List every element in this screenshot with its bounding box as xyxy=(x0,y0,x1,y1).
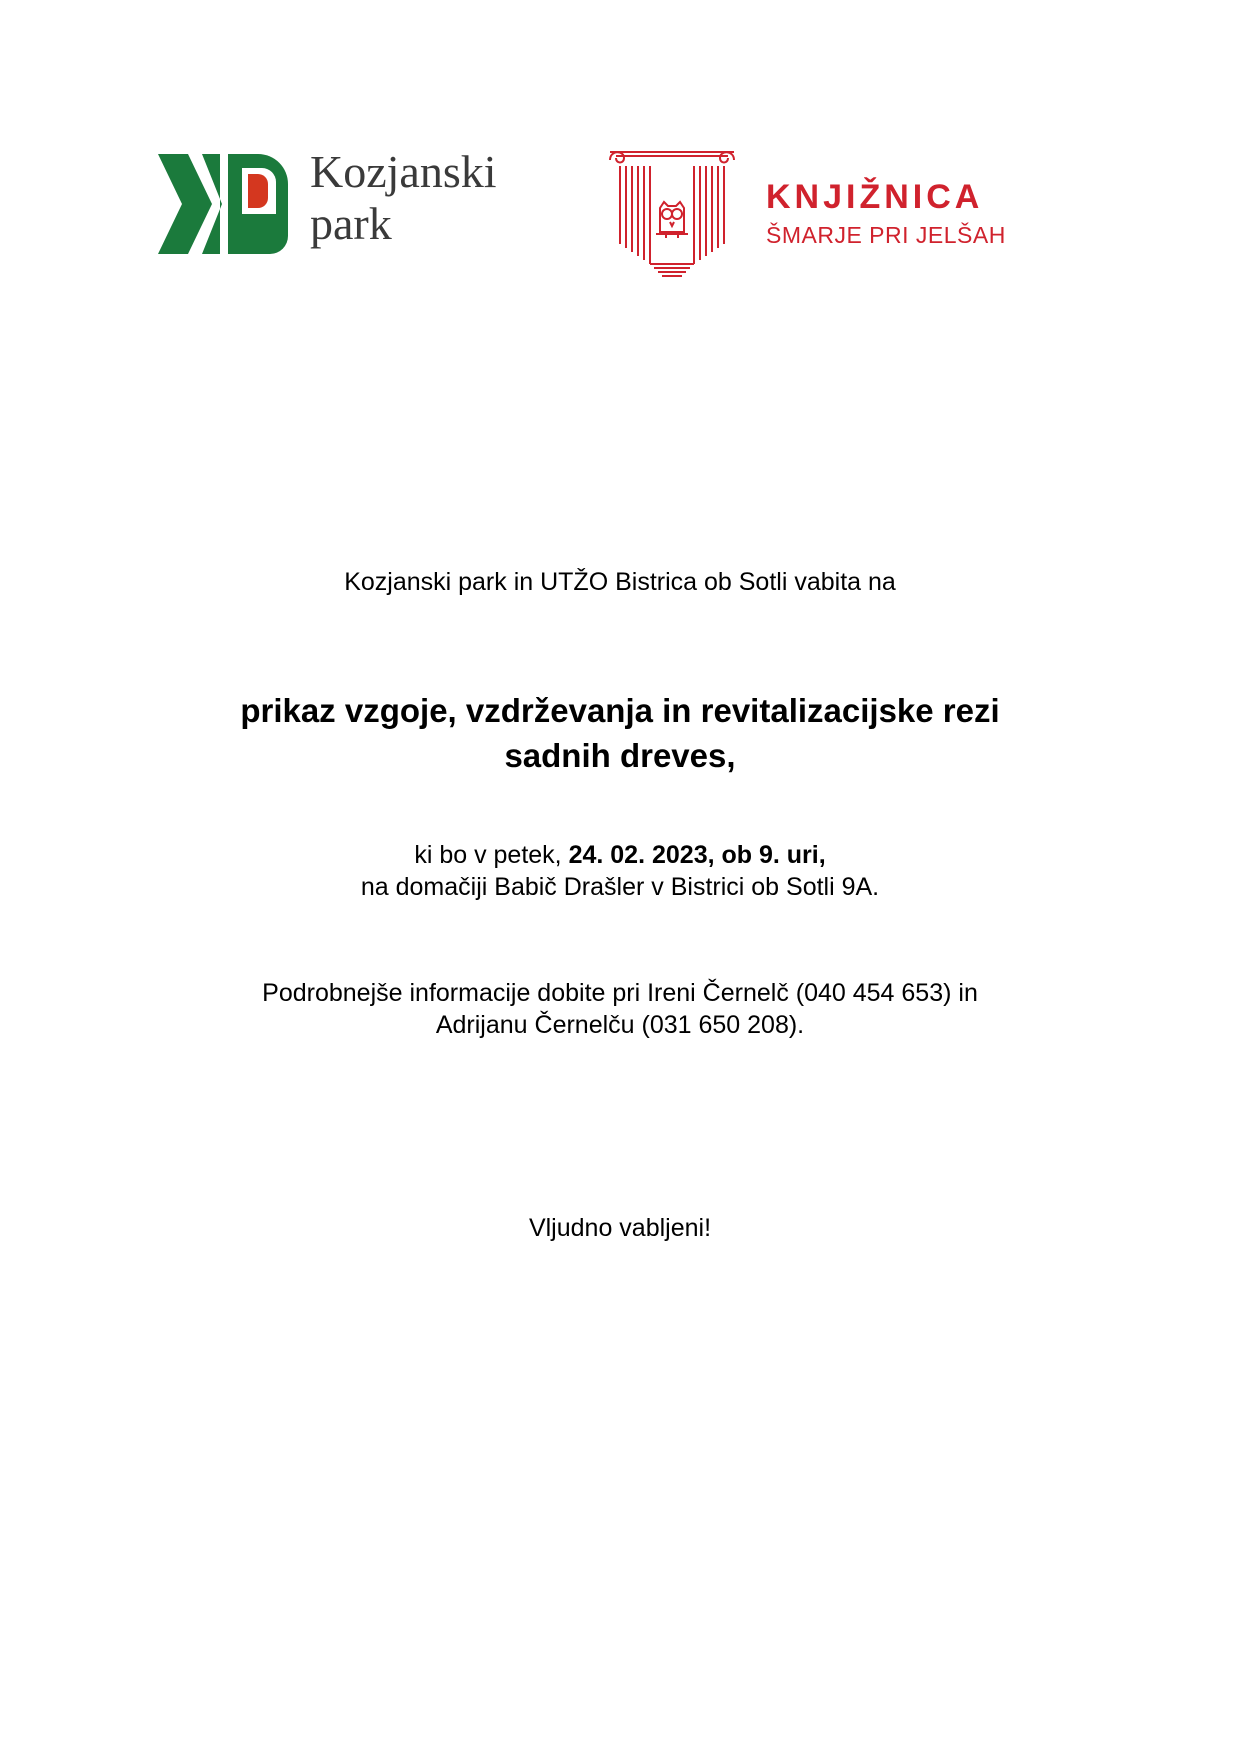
invitation-title xyxy=(0,688,1240,778)
invitation-intro: Kozjanski park in UTŽO Bistrica ob Sotli vabita na xyxy=(344,568,896,596)
event-where: na domačiji Babič Drašler v Bistrici ob Sotli 9A. xyxy=(360,873,880,901)
kozjanski-park-line1: Kozjanski xyxy=(310,146,497,197)
kozjanski-park-mark-icon xyxy=(158,154,288,254)
closing-text: Vljudno vabljeni! xyxy=(528,1214,712,1242)
invitation-title-line1: prikaz vzgoje, vzdrževanja in revitalizacijske rezi xyxy=(240,692,1000,729)
event-when xyxy=(0,840,1240,870)
knjiznica-name: KNJIŽNICA xyxy=(766,178,984,216)
knjiznica-logo xyxy=(606,148,1016,280)
kozjanski-park-line2: park xyxy=(310,198,392,249)
contact-info-line2: Adrijanu Černelču (031 650 208). xyxy=(435,1011,805,1039)
kozjanski-park-logo xyxy=(152,146,530,262)
event-when-prefix: ki bo v petek, xyxy=(414,841,569,869)
invitation-title-line2: sadnih dreves, xyxy=(504,737,736,774)
column-owl-icon xyxy=(606,148,738,280)
event-date-time: 24. 02. 2023, ob 9. uri, xyxy=(568,841,826,869)
contact-info-line1: Podrobnejše informacije dobite pri Ireni Černelč (040 454 653) in xyxy=(262,979,978,1007)
kozjanski-park-wordmark xyxy=(310,146,497,250)
knjiznica-subtitle: ŠMARJE PRI JELŠAH xyxy=(766,222,1006,248)
